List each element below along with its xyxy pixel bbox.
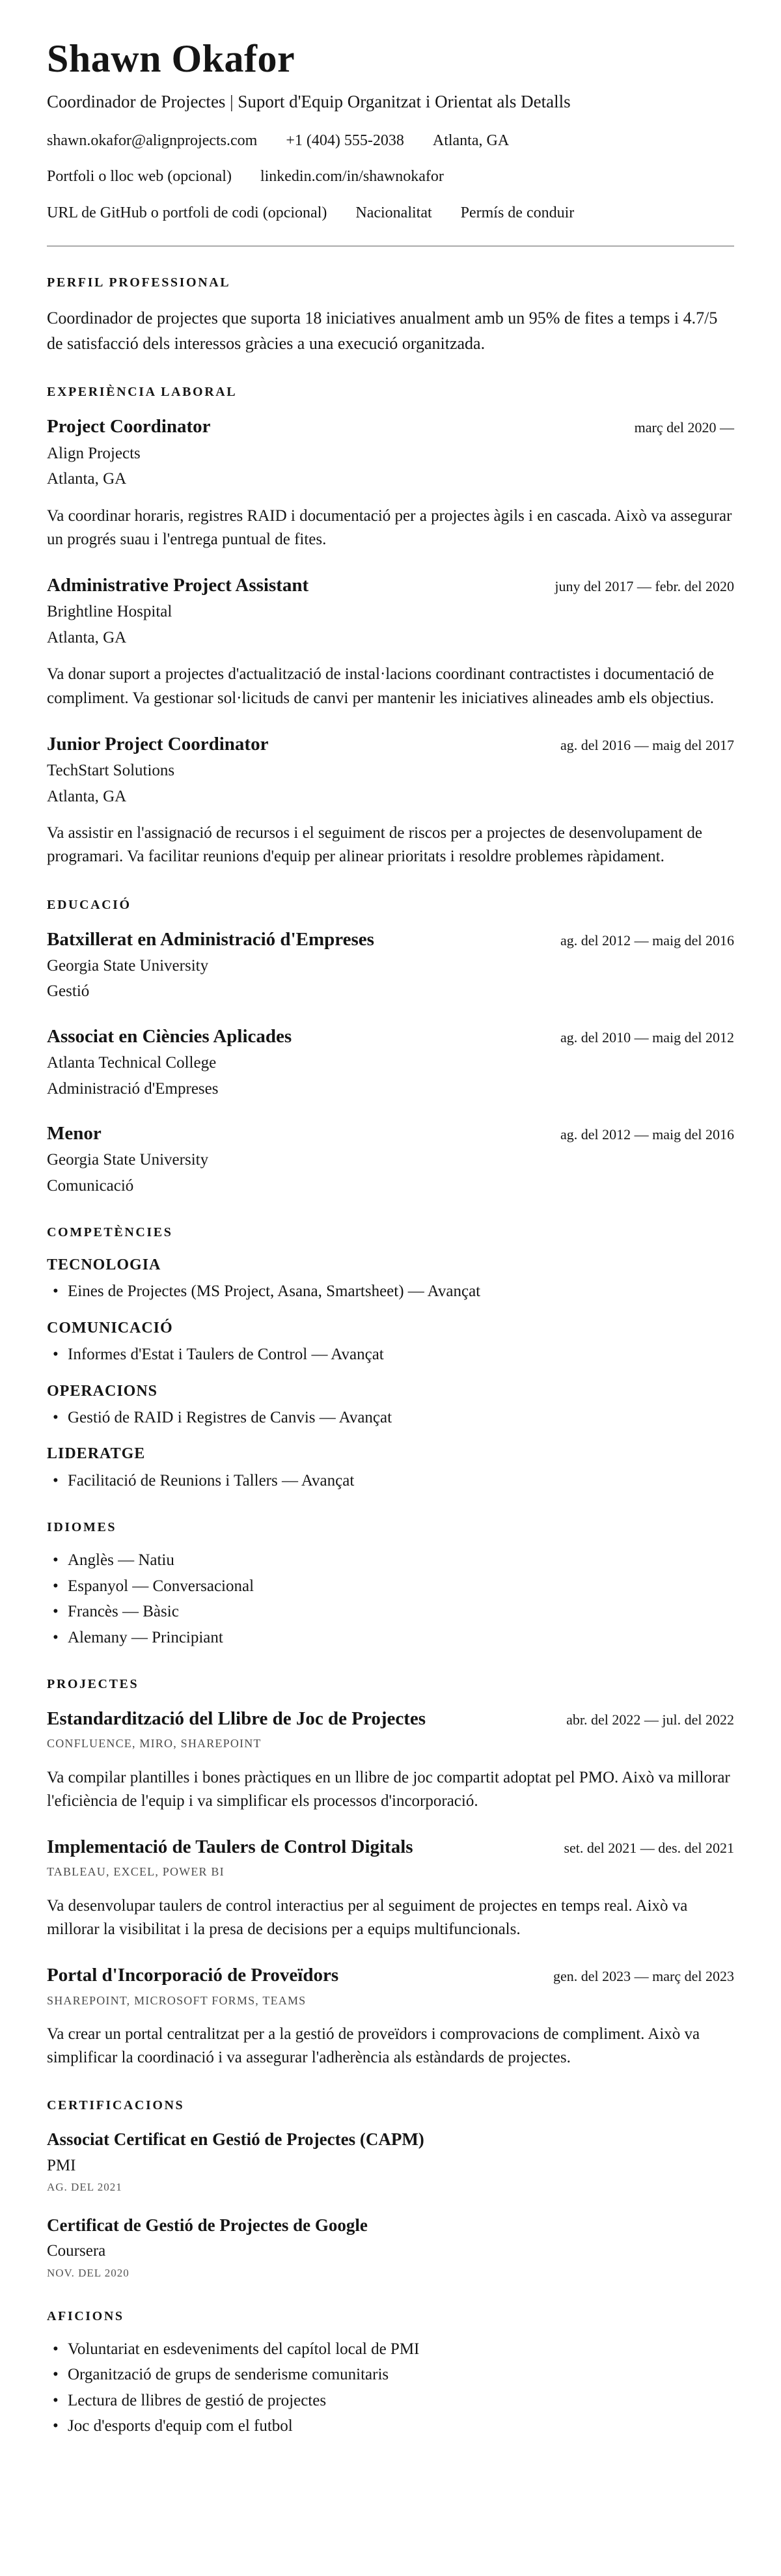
project-entry-head: [47, 1835, 734, 1859]
section-profile: [47, 274, 734, 356]
language-list: [47, 1550, 734, 1648]
job-dates: juny del 2017 — febr. del 2020: [555, 578, 734, 595]
linkedin-link[interactable]: linkedin.com/in/shawnokafor: [260, 168, 444, 186]
education-dates: ag. del 2012 — maig del 2016: [560, 932, 734, 949]
education-entry: [47, 1122, 734, 1197]
skill-category: TECNOLOGIA: [47, 1256, 161, 1274]
location-text: Atlanta, GA: [432, 132, 510, 150]
skill-category: OPERACIONS: [47, 1382, 158, 1400]
project-tools: TABLEAU, EXCEL, POWER BI: [47, 1865, 225, 1879]
skill-category: COMUNICACIÓ: [47, 1319, 173, 1336]
skill-item: • Informes d'Estat i Taulers de Control — Avançat: [47, 1344, 734, 1366]
skill-group: [47, 1444, 734, 1491]
job-description: Va assistir en l'assignació de recursos i el seguiment de riscos per a projectes de desenvolupament de programari. Va facilitar reunions d'equip per alinear prioritats i resoldre problemes ràpidament.: [47, 824, 702, 866]
skill-group: [47, 1381, 734, 1429]
section-skills: [47, 1224, 734, 1491]
experience-heading: EXPERIÈNCIA LABORAL: [47, 385, 238, 400]
field-of-study: Comunicació: [47, 1176, 134, 1195]
driving-license-label: Permís de conduir: [460, 204, 575, 221]
hobbies-heading: AFICIONS: [47, 2308, 124, 2323]
project-dates: gen. del 2023 — març del 2023: [553, 1968, 734, 1985]
skill-group: [47, 1318, 734, 1366]
language-item: • Francès — Bàsic: [47, 1601, 734, 1623]
skill-list: [47, 1344, 734, 1366]
certifications-heading: CERTIFICACIONS: [47, 2098, 185, 2113]
phone-number: +1 (404) 555-2038: [286, 132, 404, 150]
project-description: Va crear un portal centralitzat per a la gestió de proveïdors i comprovacions de compliment. Això va simplificar la coordinació i va assegurar l'adherència als estàndards de projectes.: [47, 2025, 700, 2067]
job-location: Atlanta, GA: [47, 628, 127, 646]
project-description: Va desenvolupar taulers de control interactius per al seguiment de projectes en temps real. Això va millorar la visibilitat i la presa de decisions per a equips multifuncionals.: [47, 1896, 688, 1939]
project-entry-head: [47, 1707, 734, 1730]
hobby-list: [47, 2339, 734, 2437]
language-item: • Espanyol — Conversacional: [47, 1576, 734, 1598]
section-projects: [47, 1676, 734, 2070]
profile-heading: PERFIL PROFESSIONAL: [47, 275, 231, 290]
project-entry: [47, 1707, 734, 1813]
certification-title: Associat Certificat en Gestió de Projectes (CAPM): [47, 2129, 424, 2150]
skill-item: • Gestió de RAID i Registres de Canvis — Avançat: [47, 1407, 734, 1429]
education-dates: ag. del 2012 — maig del 2016: [560, 1126, 734, 1143]
section-hobbies: [47, 2308, 734, 2437]
job-description: Va donar suport a projectes d'actualització de instal·lacions coordinant contractistes i documentació de compliment. Va gestionar sol·licituds de canvi per mantenir les iniciatives alineades amb els objectius.: [47, 665, 714, 707]
hobby-item: • Lectura de llibres de gestió de projectes: [47, 2390, 734, 2412]
project-title: Implementació de Taulers de Control Digitals: [47, 1836, 413, 1858]
job-location: Atlanta, GA: [47, 787, 127, 805]
section-education: [47, 896, 734, 1197]
certification-entry: [47, 2214, 734, 2280]
project-dates: abr. del 2022 — jul. del 2022: [566, 1711, 734, 1728]
certification-date: NOV. DEL 2020: [47, 2266, 130, 2279]
education-dates: ag. del 2010 — maig del 2012: [560, 1029, 734, 1046]
skill-list: [47, 1471, 734, 1492]
education-entry-head: [47, 1122, 734, 1145]
language-item: • Anglès — Natiu: [47, 1550, 734, 1572]
job-entry: [47, 574, 734, 710]
job-dates: ag. del 2016 — maig del 2017: [560, 736, 734, 753]
section-languages: [47, 1519, 734, 1648]
hobby-item: • Voluntariat en esdeveniments del capítol local de PMI: [47, 2339, 734, 2361]
certification-issuer: PMI: [47, 2156, 76, 2174]
job-entry-head: [47, 732, 734, 756]
contact-row-3: [47, 202, 734, 223]
certification-entry: [47, 2128, 734, 2195]
section-certifications: [47, 2097, 734, 2280]
skill-list: [47, 1407, 734, 1429]
project-entry: [47, 1835, 734, 1941]
skill-item: • Eines de Projectes (MS Project, Asana, Smartsheet) — Avançat: [47, 1281, 734, 1303]
job-entry-head: [47, 574, 734, 597]
hobby-item: • Joc d'esports d'equip com el futbol: [47, 2416, 734, 2437]
project-entry: [47, 1963, 734, 2070]
profile-text: Coordinador de projectes que suporta 18 iniciatives anualment amb un 95% de fites a temps i 4.7/5 de satisfacció dels interessos gràcies a una execució organitzada.: [47, 309, 718, 353]
project-description: Va compilar plantilles i bones pràctiques en un llibre de joc compartit adoptat pel PMO. Això va millorar l'eficiència de l'equip i va simplificar els processos d'incorporació.: [47, 1768, 730, 1810]
skill-group: [47, 1255, 734, 1303]
degree-title: Batxillerat en Administració d'Empreses: [47, 928, 374, 950]
job-title: Administrative Project Assistant: [47, 575, 309, 596]
degree-title: Associat en Ciències Aplicades: [47, 1025, 292, 1047]
skill-list: [47, 1281, 734, 1303]
education-entry-head: [47, 1025, 734, 1048]
contact-row-2: [47, 166, 734, 187]
project-tools: CONFLUENCE, MIRO, SHAREPOINT: [47, 1737, 262, 1751]
job-entry-head: [47, 415, 734, 438]
job-title: Junior Project Coordinator: [47, 733, 269, 755]
job-dates: març del 2020 —: [634, 419, 734, 436]
candidate-tagline: Coordinador de Projectes | Suport d'Equip Organitzat i Orientat als Detalls: [47, 92, 571, 111]
education-entry: [47, 928, 734, 1003]
job-description: Va coordinar horaris, registres RAID i documentació per a projectes àgils i en cascada. Això va assegurar un progrés suau i l'entrega puntual de fites.: [47, 506, 732, 548]
language-item: • Alemany — Principiant: [47, 1627, 734, 1649]
field-of-study: Gestió: [47, 982, 90, 1001]
project-entry-head: [47, 1963, 734, 1987]
school-name: Georgia State University: [47, 1151, 209, 1169]
project-dates: set. del 2021 — des. del 2021: [564, 1840, 734, 1857]
certification-date: AG. DEL 2021: [47, 2181, 122, 2194]
education-entry: [47, 1025, 734, 1100]
nationality-label: Nacionalitat: [355, 204, 432, 221]
github-placeholder: URL de GitHub o portfoli de codi (opcional): [47, 204, 327, 221]
education-entry-head: [47, 928, 734, 951]
school-name: Atlanta Technical College: [47, 1054, 217, 1072]
job-location: Atlanta, GA: [47, 470, 127, 488]
email-link[interactable]: shawn.okafor@alignprojects.com: [47, 132, 258, 150]
header-divider: [47, 245, 734, 247]
job-entry: [47, 415, 734, 551]
education-heading: EDUCACIÓ: [47, 897, 131, 912]
job-company: Brightline Hospital: [47, 603, 172, 621]
project-tools: SHAREPOINT, MICROSOFT FORMS, TEAMS: [47, 1993, 307, 2007]
skill-category: LIDERATGE: [47, 1445, 146, 1463]
certification-title: Certificat de Gestió de Projectes de Google: [47, 2215, 368, 2236]
job-company: Align Projects: [47, 444, 141, 462]
job-entry: [47, 732, 734, 869]
skills-heading: COMPETÈNCIES: [47, 1225, 173, 1240]
job-company: TechStart Solutions: [47, 762, 175, 780]
resume-header: [47, 36, 734, 223]
hobby-item: • Organització de grups de senderisme comunitaris: [47, 2364, 734, 2386]
certification-issuer: Coursera: [47, 2242, 106, 2260]
languages-heading: IDIOMES: [47, 1520, 117, 1535]
field-of-study: Administració d'Empreses: [47, 1079, 219, 1098]
degree-title: Menor: [47, 1123, 102, 1144]
projects-heading: PROJECTES: [47, 1677, 139, 1692]
project-title: Estandardització del Llibre de Joc de Projectes: [47, 1708, 426, 1730]
contact-row-1: [47, 130, 734, 151]
project-title: Portal d'Incorporació de Proveïdors: [47, 1965, 339, 1986]
school-name: Georgia State University: [47, 956, 209, 975]
skill-item: • Facilitació de Reunions i Tallers — Avançat: [47, 1471, 734, 1492]
portfolio-placeholder: Portfoli o lloc web (opcional): [47, 168, 232, 186]
candidate-name: Shawn Okafor: [47, 37, 295, 80]
section-experience: [47, 383, 734, 868]
job-title: Project Coordinator: [47, 416, 211, 437]
